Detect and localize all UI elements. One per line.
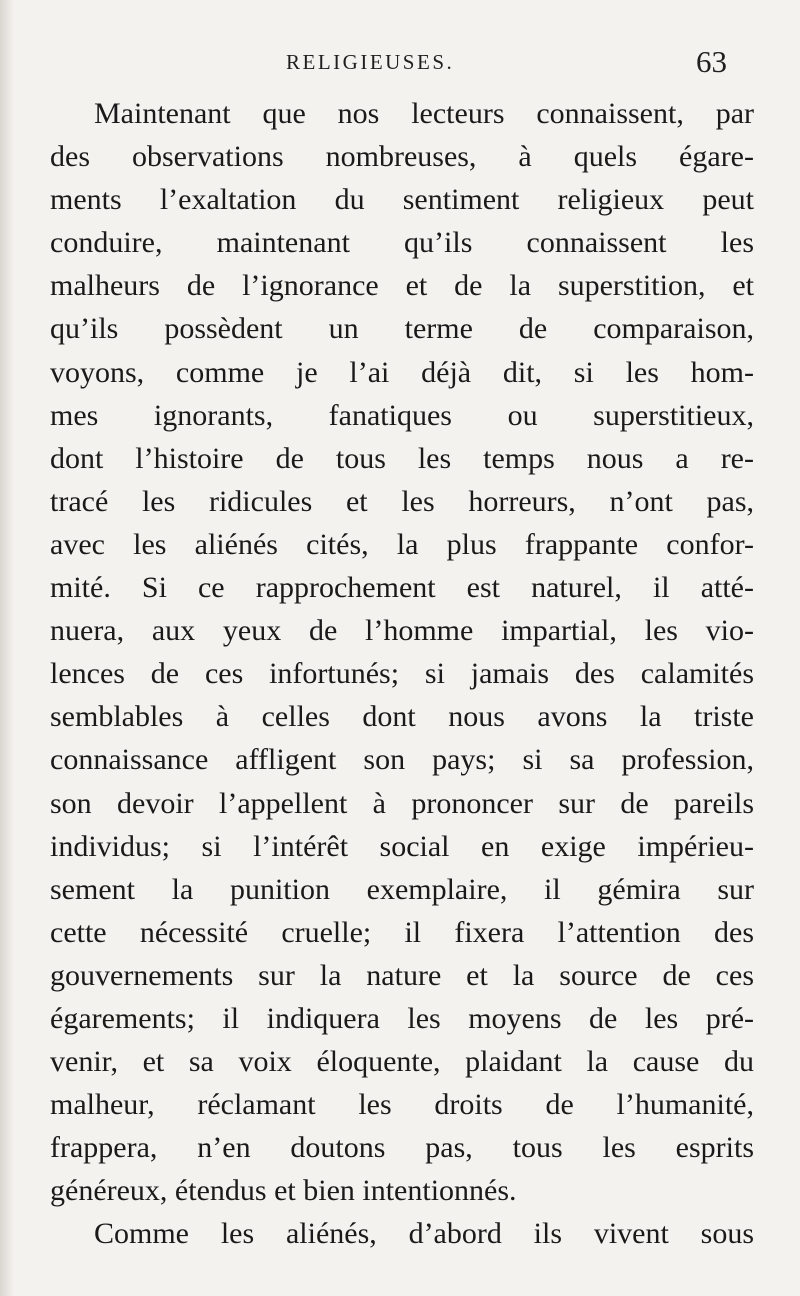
- text-line: dont l’histoire de tous les temps nous a re-: [50, 441, 754, 475]
- text-line: mité. Si ce rapprochement est naturel, il atté-: [50, 571, 754, 605]
- text-line: gouvernements sur la nature et la source de ces: [50, 958, 754, 992]
- text-line: individus; si l’intérêt social en exige impérieu-: [50, 829, 754, 863]
- text-line: semblables à celles dont nous avons la triste: [50, 700, 754, 734]
- text-line: son devoir l’appellent à prononcer sur de pareils: [50, 786, 754, 820]
- page-number: 63: [696, 44, 727, 79]
- text-line: cette nécessité cruelle; il fixera l’attention des: [50, 915, 754, 949]
- text-line: lences de ces infortunés; si jamais des calamités: [50, 657, 754, 691]
- text-line: malheurs de l’ignorance et de la superstition, et: [50, 269, 754, 303]
- text-line: avec les aliénés cités, la plus frappante confor-: [50, 527, 754, 561]
- text-line: des observations nombreuses, à quels égare-: [50, 140, 754, 174]
- body-text: [50, 92, 754, 1256]
- text-line: tracé les ridicules et les horreurs, n’ont pas,: [50, 484, 754, 518]
- text-line: venir, et sa voix éloquente, plaidant la cause du: [50, 1045, 754, 1079]
- running-title: RELIGIEUSES.: [286, 50, 455, 74]
- text-line: mes ignorants, fanatiques ou superstitieux,: [50, 398, 754, 432]
- text-line: conduire, maintenant qu’ils connaissent les: [50, 226, 754, 260]
- text-line: ments l’exaltation du sentiment religieux peut: [50, 183, 754, 217]
- text-line: sement la punition exemplaire, il gémira sur: [50, 872, 754, 906]
- text-line: nuera, aux yeux de l’homme impartial, les vio-: [50, 614, 754, 648]
- text-line: qu’ils possèdent un terme de comparaison,: [50, 312, 754, 346]
- text-line: égarements; il indiquera les moyens de les pré-: [50, 1001, 754, 1035]
- running-head: [0, 44, 800, 84]
- text-line: connaissance affligent son pays; si sa profession,: [50, 743, 754, 777]
- text-line: Comme les aliénés, d’abord ils vivent sous: [94, 1217, 754, 1251]
- text-line: Maintenant que nos lecteurs connaissent, par: [94, 97, 754, 130]
- text-line: généreux, étendus et bien intentionnés.: [50, 1174, 517, 1208]
- text-line: malheur, réclamant les droits de l’humanité,: [50, 1088, 754, 1122]
- text-line: voyons, comme je l’ai déjà dit, si les hom-: [50, 355, 754, 389]
- text-line: frappera, n’en doutons pas, tous les esprits: [50, 1131, 754, 1165]
